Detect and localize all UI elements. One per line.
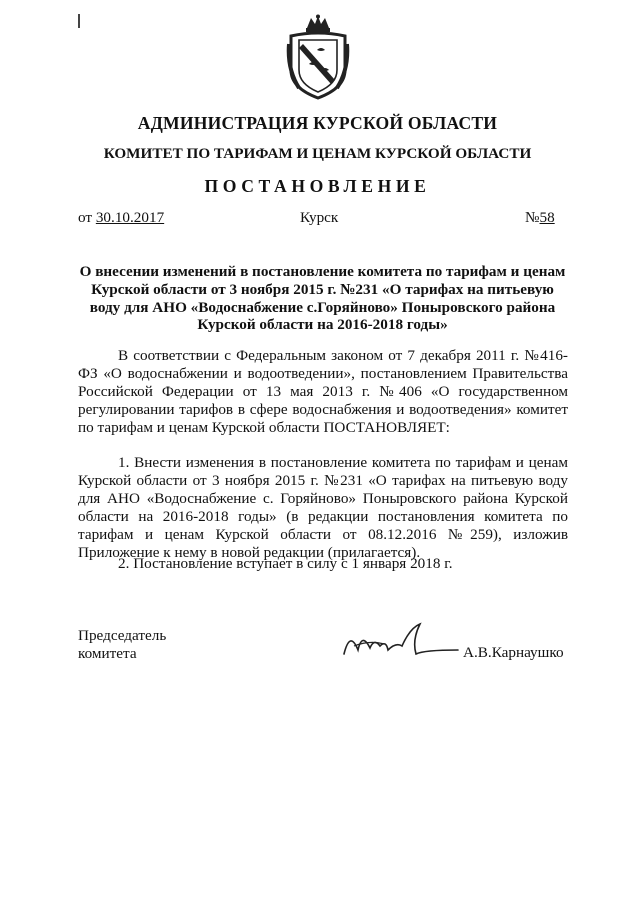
document-type: ПОСТАНОВЛЕНИЕ (204, 176, 431, 196)
signatory-name: А.В.Карнаушко (463, 644, 564, 661)
handwritten-signature (340, 620, 460, 664)
item-1-paragraph: 1. Внести изменения в постановление комитета по тарифам и ценам Курской области от 3 ноября 2015 г. №231 «О тарифах на питьевую воду для АНО «Водоснабжение с. Горяйново» Поныровского района Курской области на 2016-2018 годы» (в редакции постановления комитета по тарифам и ценам Курской области от 08.12.2016 №259), изложив Приложение к нему в новой редакции (прилагается). (78, 454, 568, 561)
document-date: от 30.10.2017 (78, 209, 165, 226)
document-city: Курск (300, 209, 339, 226)
scan-mark (78, 14, 80, 28)
date-value: 30.10.2017 (95, 209, 165, 226)
org-title: АДМИНИСТРАЦИЯ КУРСКОЙ ОБЛАСТИ (137, 113, 498, 133)
item-2-paragraph: 2. Постановление вступает в силу с 1 января 2018 г. (118, 555, 453, 572)
number-value: 58 (539, 209, 555, 226)
preamble-paragraph: В соответствии с Федеральным законом от 7 декабря 2011 г. №416-ФЗ «О водоснабжении и водоотведении», постановлением Правительства Российской Федерации от 13 мая 2013 г. №406 «О государственном регулировании тарифов в сфере водоснабжения и водоотведения» комитет по тарифам и ценам Курской области ПОСТАНОВЛЯЕТ: (78, 347, 568, 436)
document-subject: О внесении изменений в постановление комитета по тарифам и ценам Курской области от 3 ноября 2015 г. №231 «О тарифах на питьевую воду для АНО «Водоснабжение с.Горяйново» Поныровского района Курской области на 2016-2018 годы» (79, 263, 566, 334)
committee-title: КОМИТЕТ ПО ТАРИФАМ И ЦЕНАМ КУРСКОЙ ОБЛАСТИ (103, 145, 532, 162)
signatory-position (78, 627, 166, 663)
coat-of-arms-icon (285, 14, 351, 100)
document-number: №58 (525, 209, 555, 226)
position-line-1: Председатель (78, 627, 167, 644)
position-line-2: комитета (78, 645, 137, 662)
